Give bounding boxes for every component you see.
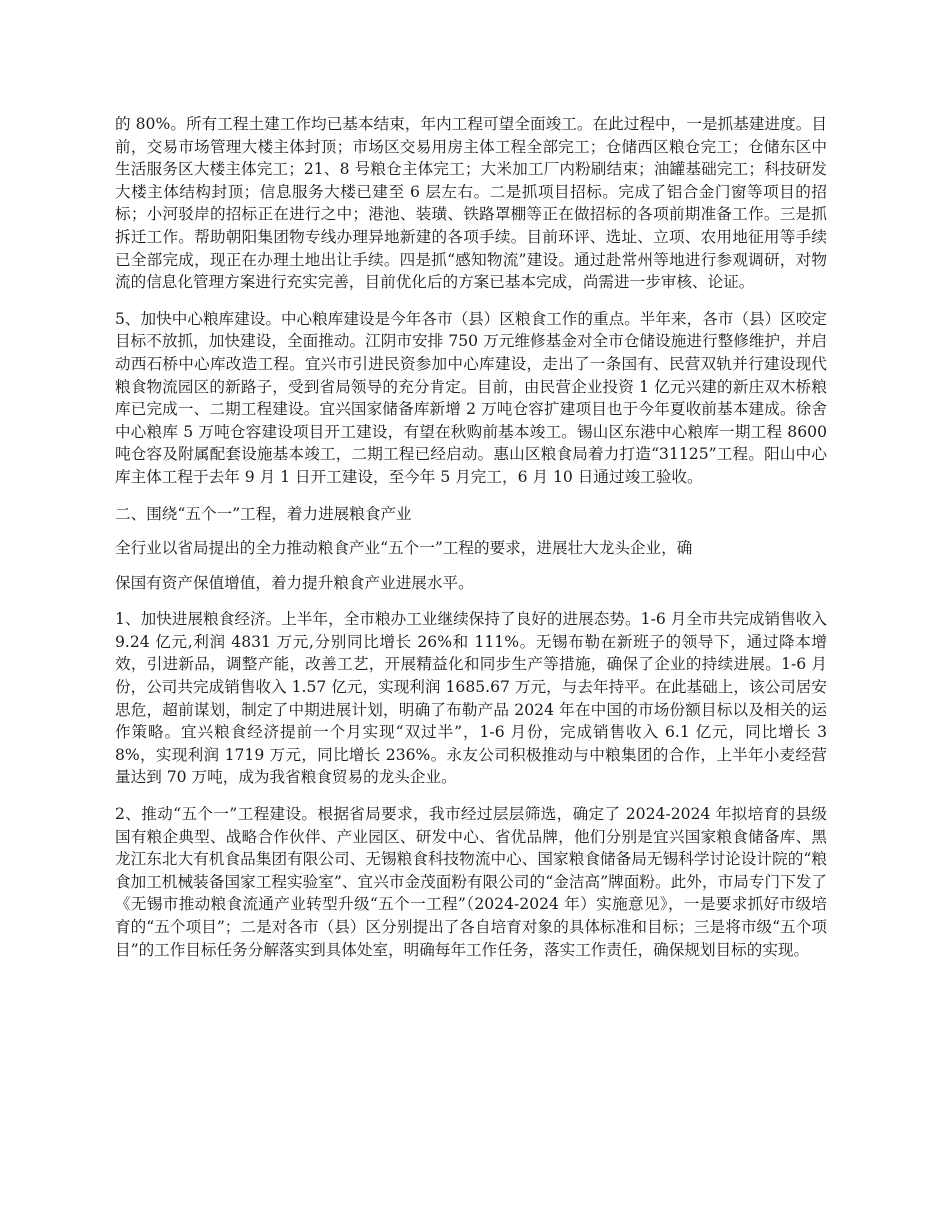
paragraph-central-granary: 5、加快中心粮库建设。中心粮库建设是今年各市（县）区粮食工作的重点。半年来，各市（县）区咬定目标不放抓，加快建设，全面推动。江阴市安排 750 万元维修基金对全市仓储设施进行整修维护，并启动西石桥中心库改造工程。宜兴市引进民资参加中心库建设，走出了一条国有、民营双轨并行建设现代粮食物流园区的新路子，受到省局领导的充分肯定。目前，由民营企业投资 1 亿元兴建的新庄双木桥粮库已完成一、二期工程建设。宜兴国家储备库新增 2 万吨仓容扩建项目也于今年夏收前基本建成。徐舍中心粮库 5 万吨仓容建设项目开工建设，有望在秋购前基本竣工。锡山区东港中心粮库一期工程 8600 吨仓容及附属配套设施基本竣工，二期工程已经启动。惠山区粮食局着力打造“31125”工程。阳山中心库主体工程于去年 9 月 1 日开工建设，至今年 5 月完工，6 月 10 日通过竣工验收。 xyxy=(115,309,827,486)
section-heading-five-ones: 二、围绕“五个一”工程，着力进展粮食产业 xyxy=(115,504,412,523)
document-page xyxy=(115,113,827,975)
paragraph-industry-intro-line1: 全行业以省局提出的全力推动粮食产业“五个一”工程的要求，进展壮大龙头企业，确 xyxy=(115,539,693,558)
paragraph-industry-intro-line2: 保国有资产保值增值，着力提升粮食产业进展水平。 xyxy=(115,573,474,592)
paragraph-grain-economy: 1、加快进展粮食经济。上半年，全市粮办工业继续保持了良好的进展态势。1-6 月全市共完成销售收入 9.24 亿元,利润 4831 万元,分别同比增长 26%和 111%。无锡布勒在新班子的领导下，通过降本增效，引进新品，调整产能，改善工艺，开展精益化和同步生产等措施，确保了企业的持续进展。1-6 月份，公司共完成销售收入 1.57 亿元，实现利润 1685.67 万元，与去年持平。在此基础上，该公司居安思危，超前谋划，制定了中期进展计划，明确了布勒产品 2024 年在中国的市场份额目标以及相关的运作策略。宜兴粮食经济提前一个月实现“双过半”，1-6 月份，完成销售收入 6.1 亿元，同比增长 38%，实现利润 1719 万元，同比增长 236%。永友公司积极推动与中粮集团的合作，上半年小麦经营量达到 70 万吨，成为我省粮食贸易的龙头企业。 xyxy=(115,610,827,787)
paragraph-construction-progress: 的 80%。所有工程土建工作均已基本结束，年内工程可望全面竣工。在此过程中，一是抓基建进度。目前，交易市场管理大楼主体封顶；市场区交易用房主体工程全部完工；仓储西区粮仓完工；仓储东区中生活服务区大楼主体完工；21、8 号粮仓主体完工；大米加工厂内粉刷结束；油罐基础完工；科技研发大楼主体结构封顶；信息服务大楼已建至 6 层左右。二是抓项目招标。完成了铝合金门窗等项目的招标；小河驳岸的招标正在进行之中；港池、装璜、铁路罩棚等正在做招标的各项前期准备工作。三是抓拆迁工作。帮助朝阳集团物专线办理异地新建的各项手续。目前环评、选址、立项、农用地征用等手续已全部完成，现正在办理土地出让手续。四是抓“感知物流”建设。通过赴常州等地进行参观调研，对物流的信息化管理方案进行充实完善，目前优化后的方案已基本完成，尚需进一步审核、论证。 xyxy=(115,115,827,292)
paragraph-five-ones-project: 2、推动“五个一”工程建设。根据省局要求，我市经过层层筛选，确定了 2024-2024 年拟培育的县级国有粮企典型、战略合作伙伴、产业园区、研发中心、省优品牌，他们分别是宜兴国家粮食储备库、黑龙江东北大有机食品集团有限公司、无锡粮食科技物流中心、国家粮食储备局无锡科学讨论设计院的“粮食加工机械装备国家工程实验室”、宜兴市金茂面粉有限公司的“金洁高”牌面粉。此外，市局专门下发了《无锡市推动粮食流通产业转型升级“五个一工程”（2024-2024 年）实施意见》，一是要求抓好市级培育的“五个项目”；二是对各市（县）区分别提出了各自培育对象的具体标准和目标；三是将市级“五个项目”的工作目标任务分解落实到具体处室，明确每年工作任务，落实工作责任，确保规划目标的实现。 xyxy=(115,805,827,959)
